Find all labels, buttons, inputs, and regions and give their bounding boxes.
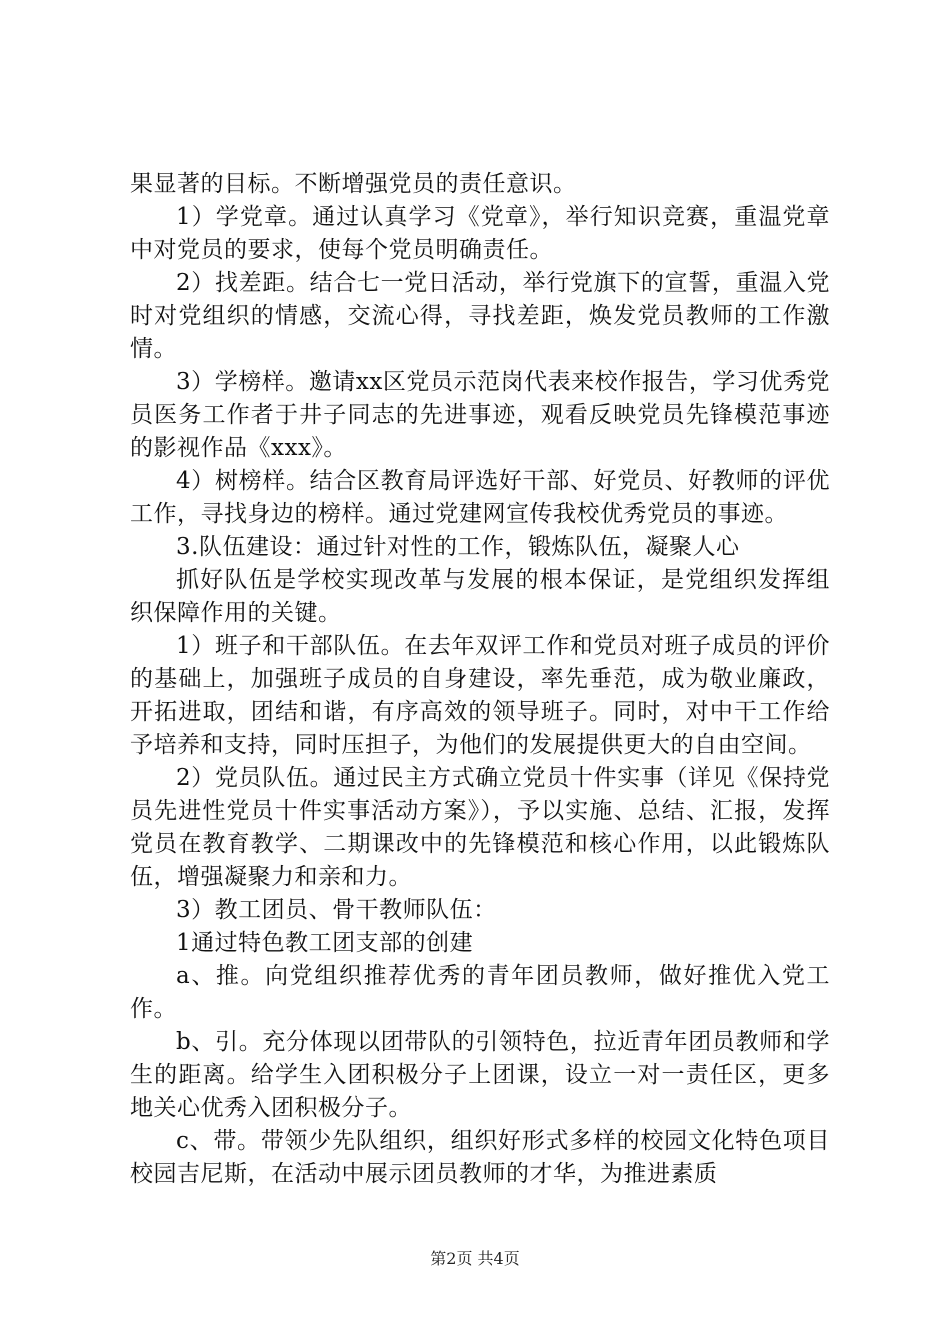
paragraph-league-teachers: 3）教工团员、骨干教师队伍： [176, 897, 497, 923]
paragraph-item-a: a、推。向党组织推荐优秀的青年团员教师，做好推优入党工作。 [130, 963, 830, 1022]
paragraph-set-role-models: 4）树榜样。结合区教育局评选好干部、好党员、好教师的评优工作，寻找身边的榜样。通过党建网宣传我校优秀党员的事迹。 [130, 468, 830, 527]
document-body [130, 168, 830, 1191]
page-footer: 第2页 共4页 [430, 1249, 520, 1268]
paragraph-team-foundation: 抓好队伍是学校实现改革与发展的根本保证，是党组织发挥组织保障作用的关键。 [130, 567, 830, 626]
paragraph-item-c: c、带。带领少先队组织，组织好形式多样的校园文化特色项目校园吉尼斯，在活动中展示团员教师的才华，为推进素质 [130, 1128, 830, 1187]
paragraph-league-branch: 1通过特色教工团支部的创建 [176, 930, 474, 956]
paragraph-continuation: 果显著的目标。不断增强党员的责任意识。 [130, 171, 577, 197]
section-heading-team-building: 3.队伍建设：通过针对性的工作，锻炼队伍，凝聚人心 [176, 534, 740, 560]
paragraph-study-charter: 1）学党章。通过认真学习《党章》，举行知识竞赛，重温党章中对党员的要求，使每个党员明确责任。 [130, 204, 830, 263]
paragraph-item-b: b、引。充分体现以团带队的引领特色，拉近青年团员教师和学生的距离。给学生入团积极分子上团课，设立一对一责任区，更多地关心优秀入团积极分子。 [130, 1029, 830, 1121]
paragraph-party-member-team: 2）党员队伍。通过民主方式确立党员十件实事（详见《保持党员先进性党员十件实事活动方案》），予以实施、总结、汇报，发挥党员在教育教学、二期课改中的先锋模范和核心作用，以此锻炼队伍，增强凝聚力和亲和力。 [130, 765, 830, 890]
paragraph-leadership-team: 1）班子和干部队伍。在去年双评工作和党员对班子成员的评价的基础上，加强班子成员的自身建设，率先垂范，成为敬业廉政，开拓进取，团结和谐，有序高效的领导班子。同时，对中干工作给予培养和支持，同时压担子，为他们的发展提供更大的自由空间。 [130, 633, 830, 758]
paragraph-learn-role-models: 3）学榜样。邀请xx区党员示范岗代表来校作报告，学习优秀党员医务工作者于井子同志的先进事迹，观看反映党员先锋模范事迹的影视作品《xxx》。 [130, 369, 830, 461]
paragraph-find-gaps: 2）找差距。结合七一党日活动，举行党旗下的宣誓，重温入党时对党组织的情感，交流心得，寻找差距，焕发党员教师的工作激情。 [130, 270, 830, 362]
